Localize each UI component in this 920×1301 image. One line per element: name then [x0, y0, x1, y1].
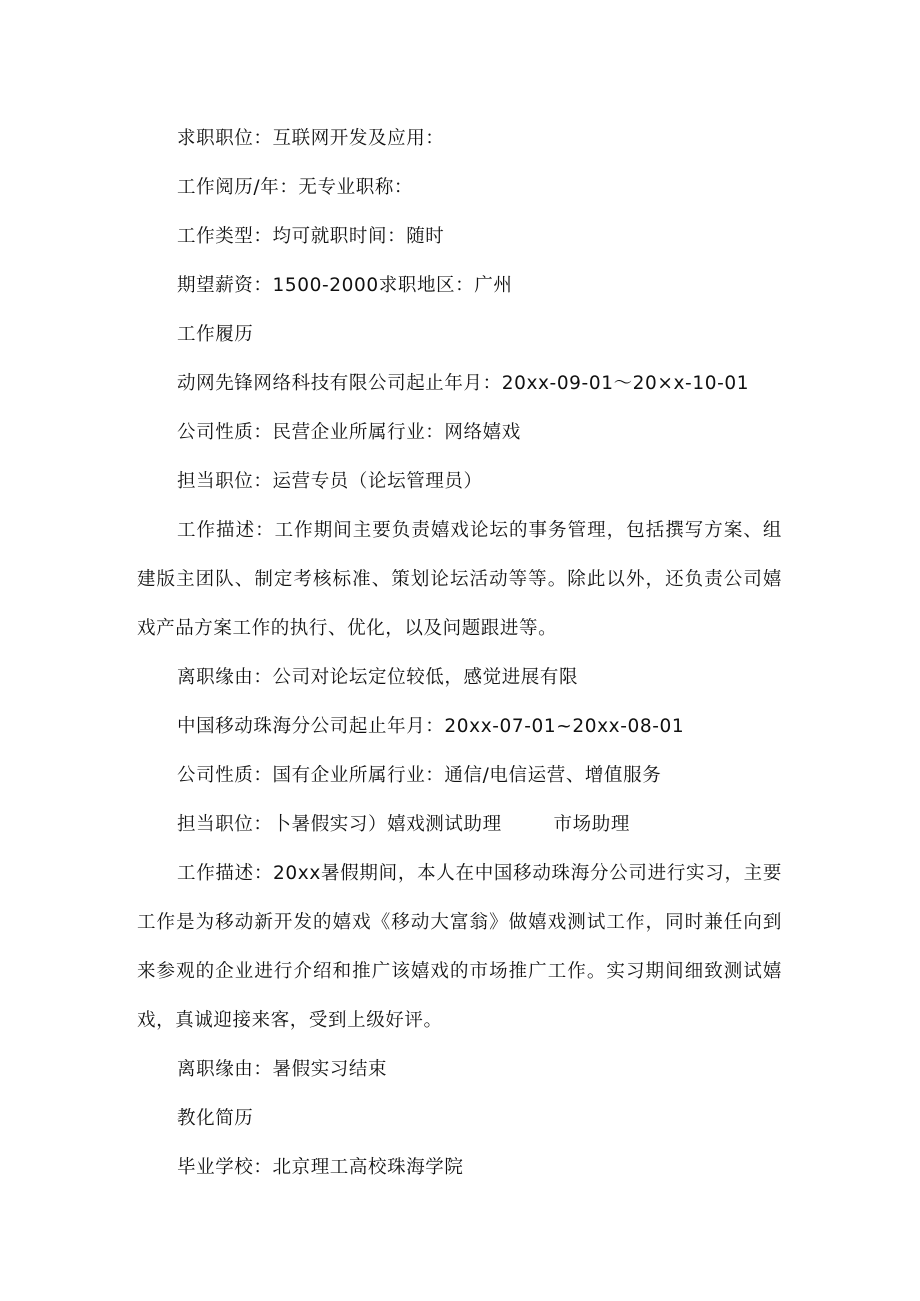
company-2-position: 担当职位：卜暑假实习）嬉戏测试助理 市场助理 [177, 814, 630, 835]
company-1-position: 担当职位：运营专员（论坛管理员） [177, 471, 483, 492]
education-heading: 教化简历 [177, 1108, 254, 1129]
work-type-line: 工作类型：均可就职时间：随时 [177, 226, 445, 247]
graduated-school-line: 毕业学校：北京理工高校珠海学院 [177, 1157, 464, 1178]
job-position-line: 求职职位：互联网开发及应用： [177, 128, 445, 149]
company-2-description: 工作描述：20xx暑假期间，本人在中国移动珠海分公司进行实习，主要工作是为移动新开发的嬉戏《移动大富翁》做嬉戏测试工作，同时兼任向到来参观的企业进行介绍和推广该嬉戏的市场推广工作。实习期间细致测试嬉戏，真诚迎接来客，受到上级好评。 [137, 863, 782, 1031]
company-2-period: 中国移动珠海分公司起止年月：20xx-07-01~20xx-08-01 [177, 716, 685, 737]
work-experience-years-line: 工作阅历/年：无专业职称： [177, 177, 414, 198]
expected-salary-line: 期望薪资：1500-2000求职地区：广州 [177, 275, 513, 296]
document-body [137, 114, 782, 1192]
work-history-heading: 工作履历 [177, 324, 254, 345]
company-2-nature: 公司性质：国有企业所属行业：通信/电信运营、增值服务 [177, 765, 662, 786]
company-1-nature: 公司性质：民营企业所属行业：网络嬉戏 [177, 422, 521, 443]
company-1-description: 工作描述：工作期间主要负责嬉戏论坛的事务管理，包括撰写方案、组建版主团队、制定考核标准、策划论坛活动等等。除此以外，还负责公司嬉戏产品方案工作的执行、优化，以及问题跟进等。 [137, 520, 782, 639]
company-2-leaving-reason: 离职缘由：暑假实习结束 [177, 1059, 388, 1080]
company-1-period: 动网先锋网络科技有限公司起止年月：20xx-09-01～20×x-10-01 [177, 373, 750, 394]
company-1-leaving-reason: 离职缘由：公司对论坛定位较低，感觉进展有限 [177, 667, 579, 688]
